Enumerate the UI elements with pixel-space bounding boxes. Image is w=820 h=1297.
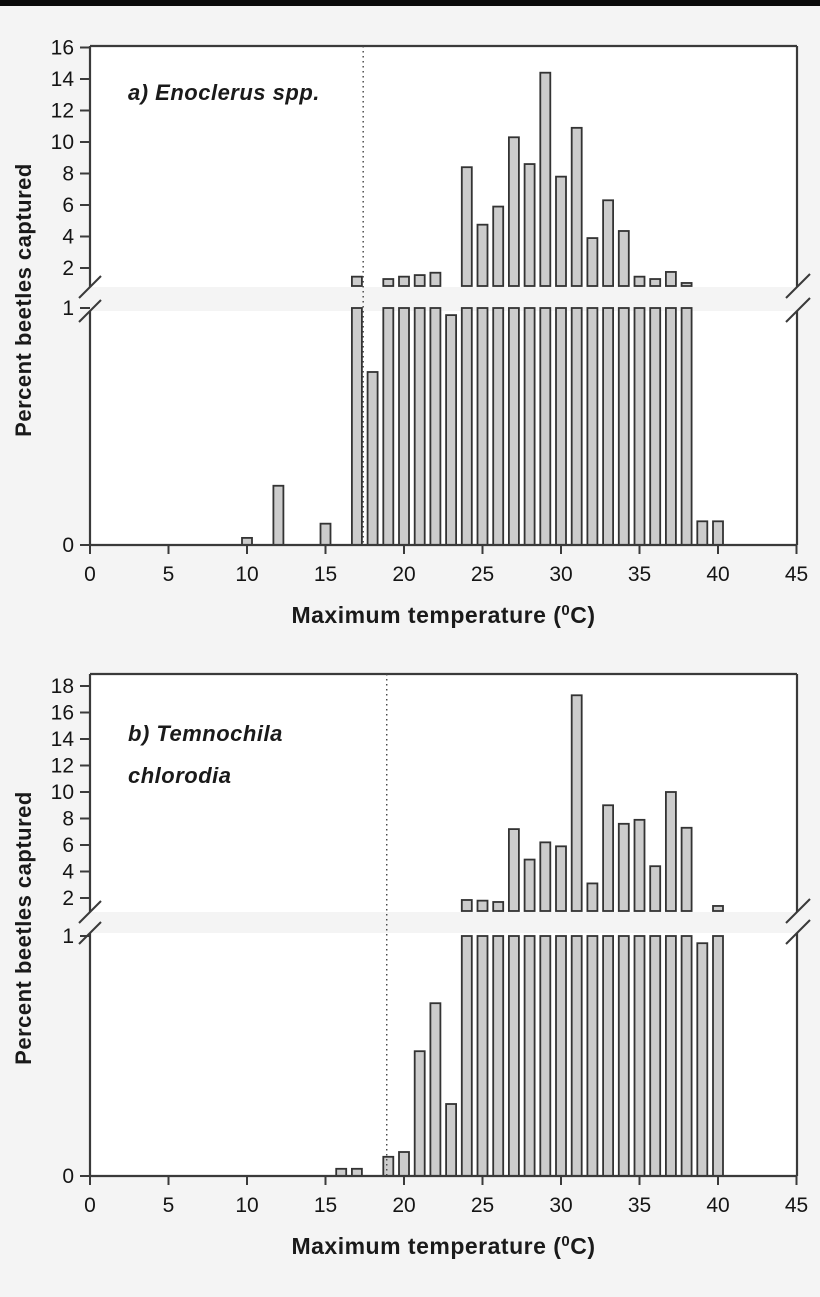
bar-upper-segment	[493, 207, 503, 286]
bar-upper-segment	[635, 820, 645, 911]
bar	[619, 936, 629, 1176]
bar-upper-segment	[619, 231, 629, 286]
x-tick-label: 25	[470, 1194, 495, 1217]
bar-upper-segment	[462, 900, 472, 911]
bar	[399, 308, 409, 545]
bar	[462, 936, 472, 1176]
x-axis-title-text: Maximum temperature (	[291, 1233, 562, 1259]
y-axis-title-panel-b: Percent beetles captured	[11, 791, 36, 1065]
x-tick-label: 5	[162, 1194, 175, 1217]
x-tick-label: 35	[627, 563, 652, 586]
bar	[713, 521, 723, 545]
bar	[697, 943, 707, 1176]
bar	[587, 308, 597, 545]
y-tick-label: 18	[50, 675, 74, 698]
x-tick-label: 30	[549, 1194, 573, 1217]
y-tick-label: 0	[62, 534, 74, 557]
y-tick-label: 12	[50, 754, 74, 778]
x-tick-label: 40	[706, 563, 730, 586]
bar	[415, 308, 425, 545]
y-tick-label: 16	[50, 701, 74, 725]
bar	[666, 308, 676, 545]
y-tick-label: 4	[62, 860, 74, 884]
x-axis-title-panel-a	[90, 602, 797, 629]
y-tick-label: 16	[50, 36, 74, 60]
x-axis-title-panel-b	[90, 1233, 797, 1260]
bar	[682, 936, 692, 1176]
bar-upper-segment	[478, 225, 488, 286]
y-tick-label: 8	[62, 162, 74, 186]
bar	[572, 936, 582, 1176]
panel-b-title-line1: b) Temnochila	[128, 721, 283, 746]
bar-upper-segment	[603, 805, 613, 911]
x-tick-label: 0	[84, 1194, 96, 1217]
bar-upper-segment	[572, 128, 582, 286]
bar	[556, 936, 566, 1176]
x-tick-label: 35	[627, 1194, 652, 1217]
bar	[635, 936, 645, 1176]
bar	[619, 308, 629, 545]
bar	[509, 936, 519, 1176]
bar-upper-segment	[572, 695, 582, 911]
bar	[525, 936, 535, 1176]
panel-b-title	[128, 713, 283, 797]
bar	[493, 936, 503, 1176]
bar-upper-segment	[540, 842, 550, 911]
panel-b-title-line2: chlorodia	[128, 763, 232, 788]
bar	[478, 308, 488, 545]
bar-upper-segment	[415, 275, 425, 286]
y-tick-label: 6	[62, 834, 74, 857]
panel-b-chart	[0, 660, 820, 1297]
bar-upper-segment	[493, 902, 503, 911]
bar	[383, 308, 393, 545]
y-tick-label: 10	[50, 131, 74, 154]
x-tick-label: 20	[392, 1194, 416, 1217]
bar	[446, 1104, 456, 1176]
bar	[540, 936, 550, 1176]
degree-superscript: 0	[561, 602, 571, 619]
bar-upper-segment	[666, 792, 676, 911]
bar-upper-segment	[556, 846, 566, 911]
bar	[603, 308, 613, 545]
bar	[399, 1152, 409, 1176]
bar	[415, 1051, 425, 1176]
bar	[525, 308, 535, 545]
bar	[587, 936, 597, 1176]
y-tick-label: 0	[62, 1165, 74, 1188]
bar-upper-segment	[352, 277, 362, 286]
bar-upper-segment	[430, 273, 440, 286]
bar-upper-segment	[682, 283, 692, 286]
bar	[697, 521, 707, 545]
panel-a-title: a) Enoclerus spp.	[128, 80, 320, 105]
y-tick-label: 14	[50, 68, 74, 91]
y-tick-label: 6	[62, 194, 74, 217]
bar-upper-segment	[525, 164, 535, 286]
bar-upper-segment	[713, 906, 723, 911]
bar-upper-segment	[478, 901, 488, 911]
bar	[603, 936, 613, 1176]
degree-superscript: 0	[561, 1233, 571, 1250]
bar	[713, 936, 723, 1176]
bar	[430, 1003, 440, 1176]
y-tick-label: 1	[62, 297, 74, 320]
bar-upper-segment	[509, 829, 519, 911]
x-tick-label: 30	[549, 563, 573, 586]
bar-upper-segment	[462, 167, 472, 286]
bar-upper-segment	[666, 272, 676, 286]
y-axis-title-panel-a: Percent beetles captured	[11, 163, 36, 437]
x-tick-label: 20	[392, 563, 416, 586]
bar-upper-segment	[399, 277, 409, 286]
bar-upper-segment	[556, 177, 566, 286]
x-tick-label: 45	[784, 1194, 809, 1217]
bar	[478, 936, 488, 1176]
bar	[273, 486, 283, 545]
bar	[572, 308, 582, 545]
x-axis-title-text: Maximum temperature (	[291, 602, 562, 628]
y-tick-label: 8	[62, 807, 74, 831]
y-tick-label: 12	[50, 99, 74, 123]
bar	[540, 308, 550, 545]
bar-upper-segment	[509, 137, 519, 286]
bar-upper-segment	[587, 883, 597, 911]
bar	[446, 315, 456, 545]
x-tick-label: 10	[235, 1194, 259, 1217]
bar-upper-segment	[635, 277, 645, 286]
x-tick-label: 10	[235, 563, 259, 586]
bar-upper-segment	[650, 866, 660, 911]
bar	[321, 524, 331, 545]
bar-upper-segment	[540, 73, 550, 286]
bar	[650, 936, 660, 1176]
bar	[509, 308, 519, 545]
bar-upper-segment	[650, 279, 660, 286]
x-tick-label: 15	[313, 1194, 338, 1217]
bar-upper-segment	[682, 828, 692, 911]
y-tick-label: 2	[62, 887, 74, 910]
bar-upper-segment	[525, 860, 535, 911]
bar-upper-segment	[587, 238, 597, 286]
bar	[666, 936, 676, 1176]
bar	[556, 308, 566, 545]
bar	[682, 308, 692, 545]
x-tick-label: 25	[470, 563, 495, 586]
x-tick-label: 5	[162, 563, 175, 586]
y-tick-label: 2	[62, 257, 74, 280]
y-tick-label: 10	[50, 781, 74, 804]
bar	[462, 308, 472, 545]
bar-upper-segment	[603, 200, 613, 286]
bar	[383, 1157, 393, 1176]
y-tick-label: 14	[50, 728, 74, 751]
x-tick-label: 0	[84, 563, 96, 586]
x-tick-label: 15	[313, 563, 338, 586]
y-tick-label: 4	[62, 225, 74, 249]
bar-upper-segment	[383, 279, 393, 286]
x-axis-title-unit: C)	[570, 602, 596, 628]
bar	[650, 308, 660, 545]
y-tick-label: 1	[62, 925, 74, 948]
x-axis-title-unit: C)	[570, 1233, 596, 1259]
bar	[430, 308, 440, 545]
bar-upper-segment	[619, 824, 629, 911]
bar	[635, 308, 645, 545]
bar	[352, 308, 362, 545]
bar	[368, 372, 378, 545]
x-tick-label: 40	[706, 1194, 730, 1217]
x-tick-label: 45	[784, 563, 809, 586]
bar	[493, 308, 503, 545]
